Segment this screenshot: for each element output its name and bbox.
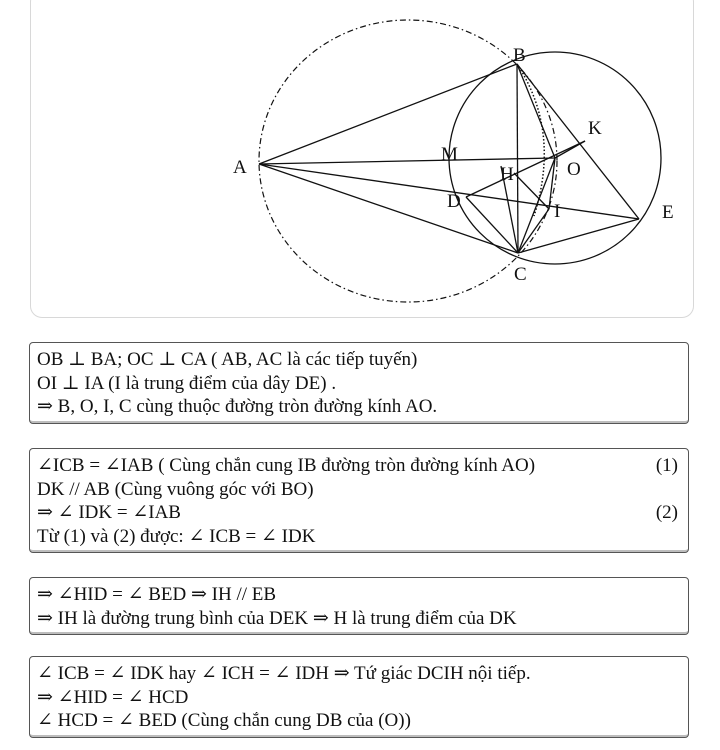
point-label-k: K [588,118,602,139]
proof-line-with-tag [30,454,688,478]
segment-ab [259,64,517,164]
proof-line-text: ⇒ ∠ IDK = ∠IAB [37,502,181,523]
proof-line: ∠ HCD = ∠ BED (Cùng chắn cung DB của (O)) [37,710,411,731]
point-label-c: C [514,264,527,285]
proof-line: ⇒ ∠HID = ∠ BED ⇒ IH // EB [37,584,277,605]
proof-box-4 [29,656,689,738]
point-label-o: O [567,159,581,180]
point-label-i: I [554,201,561,222]
point-label-h: H [500,164,514,185]
point-label-e: E [662,202,674,223]
proof-line: ⇒ ∠HID = ∠ HCD [37,686,189,708]
segment-ac [259,164,518,253]
proof-line: OI ⊥ IA (I là trung điểm của dây DE) . [37,372,337,394]
segment-ce [518,219,639,253]
proof-line: OB ⊥ BA; OC ⊥ CA ( AB, AC là các tiếp tuyến) [37,349,418,370]
arc-db [517,64,544,216]
point-label-a: A [233,157,247,178]
proof-line: ∠ ICB = ∠ IDK hay ∠ ICH = ∠ IDH ⇒ Tứ giác DCIH nội tiếp. [37,663,531,684]
equation-tag-2: (2) [655,502,678,523]
proof-box-2 [29,448,689,553]
proof-line: ⇒ B, O, I, C cùng thuộc đường tròn đường kính AO. [37,396,438,417]
proof-box-3 [29,577,689,635]
geometry-figure [31,0,693,317]
point-label-d: D [447,191,461,212]
proof-line: Từ (1) và (2) được: ∠ ICB = ∠ IDK [37,525,316,547]
segment-bc [517,64,518,253]
equation-tag-1: (1) [655,455,678,476]
proof-line-text: ∠ICB = ∠IAB ( Cùng chắn cung IB đường tròn đường kính AO) [37,455,536,476]
proof-line: DK // AB (Cùng vuông góc với BO) [37,478,314,500]
point-label-b: B [513,45,526,66]
proof-line-with-tag [30,501,688,525]
figure-card [30,0,694,318]
segment-bo [517,64,555,158]
point-label-m: M [441,144,458,165]
proof-line: ⇒ IH là đường trung bình của DEK ⇒ H là trung điểm của DK [37,607,517,629]
proof-box-1 [29,342,689,424]
